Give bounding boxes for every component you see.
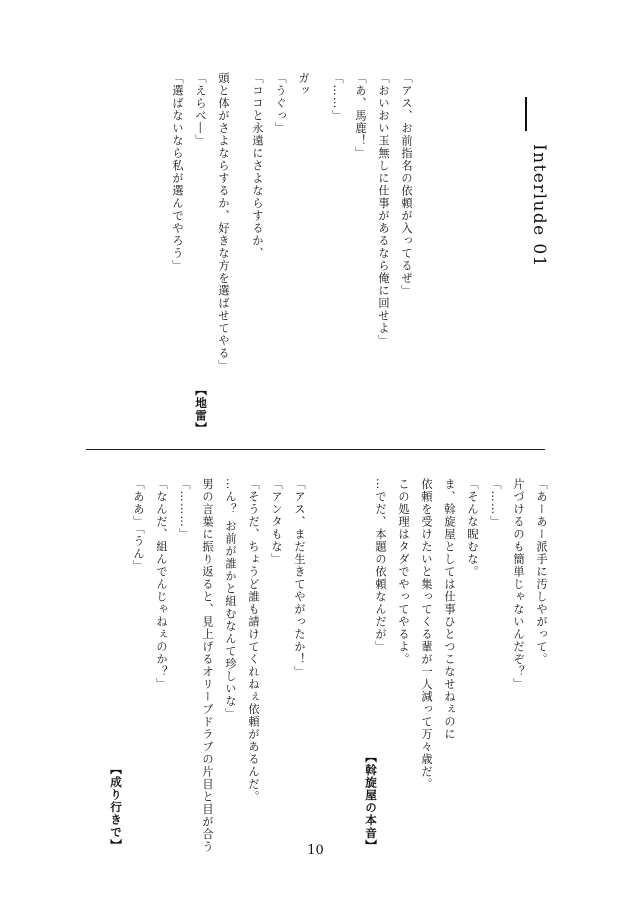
dialogue-line: 「えらべ―」 [194, 72, 207, 147]
dialogue-line: 「ココと永遠にさよならするか、 [251, 72, 264, 260]
dialogue-line: 「あーあー派手に汚しやがって。 [535, 478, 548, 666]
dialogue-line: 「おいおい玉無しに仕事があるなら俺に回せよ」 [377, 72, 390, 347]
dialogue-line: 「なんだ、組んでんじゃねぇのか？」 [155, 478, 168, 691]
dialogue-line: …でだ、本題の依頼なんだが」 [374, 478, 387, 653]
dialogue-line: 「アス、お前指名の依頼が入ってるぜ」 [400, 72, 413, 297]
dialogue-line: 「あ、馬鹿！」 [354, 72, 367, 160]
dialogue-line: ま、斡旋屋としては仕事ひとつこなせねぇのに [443, 478, 456, 741]
dialogue-line: 「ああ」「うん」 [132, 478, 145, 573]
dialogue-line: 「選ばないなら私が選んでやろう」 [171, 72, 184, 272]
section-divider [86, 449, 545, 450]
section-title-jirai: 【地雷】 [194, 384, 208, 435]
dialogue-line: 片づけるのも簡単じゃないんだぞ？」 [512, 478, 525, 691]
section-title-honne: 【斡旋屋の本音】 [364, 751, 378, 852]
bottom-left-dialogue-block [127, 478, 311, 853]
dialogue-line: ガッ [297, 72, 310, 97]
dialogue-line: この処理はタダでやってやるよ。 [397, 478, 410, 666]
dialogue-line: 「……」 [489, 478, 502, 528]
dialogue-line: 依頼を受けたいと集ってくる輩が一人減って万々歳だ。 [420, 478, 433, 791]
page-number: 10 [307, 843, 324, 858]
dialogue-line: 頭と体がさよならするか、好きな方を選ばせてやる」 [217, 72, 230, 372]
top-dialogue-block [166, 72, 418, 372]
interlude-heading: Interlude 01 [529, 144, 549, 268]
dialogue-line: 「そうだ、ちょうど誰も請けてくれねぇ依頼があるんだ。 [247, 478, 260, 803]
dialogue-line: 「……」 [331, 72, 344, 122]
section-title-nariyuki: 【成り行きで】 [109, 763, 123, 852]
dialogue-line: 「アンタもな」 [270, 478, 283, 566]
dialogue-line: 「………」 [178, 478, 191, 541]
dialogue-line: 男の言葉に振り返ると、見上げるオリーブドラブの片目と目が合う [201, 478, 214, 853]
dialogue-line: 「うぐっ」 [274, 72, 287, 135]
bottom-right-dialogue-block [369, 478, 553, 791]
dialogue-line: 「アス、まだ生きてやがったか！」 [293, 478, 306, 678]
dialogue-line: …ん？ お前が誰かと組むなんて珍しいな」 [224, 478, 237, 721]
heading-dash [525, 97, 527, 131]
dialogue-line: 「そんな睨むな。 [466, 478, 479, 578]
